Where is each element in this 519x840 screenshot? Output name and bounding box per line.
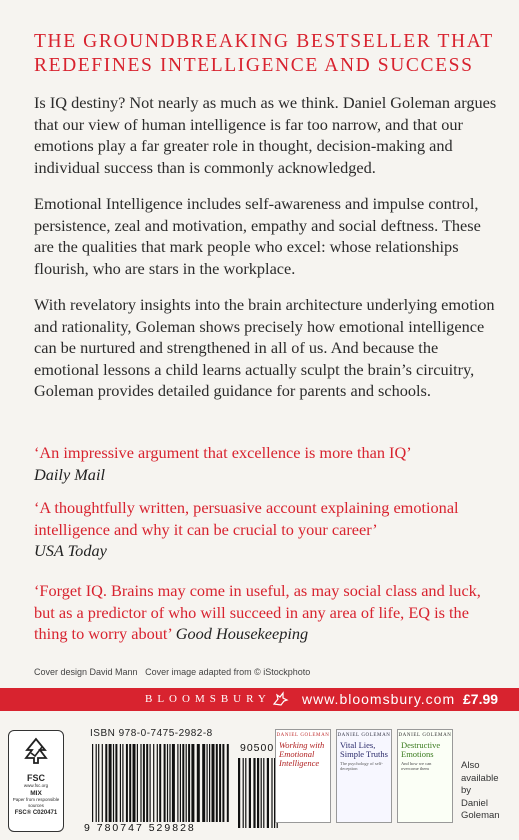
price-label: £7.99 — [463, 691, 499, 707]
barcode-bar — [133, 744, 136, 822]
fsc-label: FSC — [27, 773, 45, 783]
cover-credits — [34, 667, 310, 677]
barcode-bar — [207, 744, 208, 822]
barcode-addon-bar — [271, 758, 272, 828]
also-line: available — [461, 772, 499, 784]
also-line: by — [461, 785, 472, 796]
barcode-bar — [153, 744, 154, 822]
barcode-bar — [140, 744, 141, 822]
blurb-paragraph-1 — [34, 92, 500, 178]
barcode-bar — [212, 744, 215, 822]
book-author: DANIEL GOLEMAN — [337, 733, 391, 738]
isbn-label: ISBN 978-0-7475-2982-8 — [90, 728, 213, 739]
barcode-bar — [150, 744, 151, 822]
fsc-site: www.fsc.org — [23, 783, 49, 788]
barcode-bar — [182, 744, 184, 822]
fsc-mix: MIX — [30, 790, 42, 797]
barcode-bar — [146, 744, 148, 822]
quote-source: USA Today — [34, 541, 107, 560]
barcode — [90, 744, 282, 834]
book-title: Vital Lies, Simple Truths — [340, 740, 388, 759]
barcode-bar — [164, 744, 166, 822]
barcode-addon-bar — [245, 758, 246, 828]
barcode-bar — [98, 744, 99, 822]
barcode-addon-bar — [253, 758, 255, 828]
book-cover-1 — [275, 729, 331, 823]
barcode-addon: 90500 — [240, 742, 275, 754]
barcode-bar — [177, 744, 178, 822]
barcode-bar — [126, 744, 128, 822]
barcode-bar — [219, 744, 221, 822]
barcode-bar — [167, 744, 168, 822]
book-author: DANIEL GOLEMAN — [398, 733, 452, 738]
review-quote-3 — [34, 580, 504, 645]
credit-design: Cover design David Mann — [34, 667, 138, 677]
barcode-bar — [157, 744, 158, 822]
barcode-bar — [191, 744, 194, 822]
barcode-addon-bar — [238, 758, 240, 828]
barcode-bar — [115, 744, 117, 822]
quote-source: Daily Mail — [34, 464, 105, 484]
book-cover-3 — [397, 729, 453, 823]
barcode-bar — [129, 744, 131, 822]
book-title: Working with Emotional Intelligence — [279, 740, 325, 768]
barcode-addon-bar — [257, 758, 259, 828]
barcode-bar — [216, 744, 218, 822]
barcode-bar — [137, 744, 138, 822]
barcode-bar — [197, 744, 200, 822]
fsc-code: FSC® C020471 — [14, 810, 58, 816]
book-subtitle: The psychology of self-deception — [340, 761, 383, 771]
barcode-addon-bar — [267, 758, 269, 828]
blurb-paragraph-3 — [34, 294, 500, 402]
review-quote-2 — [34, 497, 504, 562]
dog-logo-icon — [272, 691, 290, 711]
barcode-bar — [143, 744, 145, 822]
also-available-note — [461, 760, 500, 823]
headline-line-2: REDEFINES INTELLIGENCE AND SUCCESS — [34, 55, 474, 76]
publisher-name: BLOOMSBURY — [145, 693, 271, 705]
also-line: Also — [461, 760, 480, 771]
headline — [34, 30, 504, 78]
barcode-bar — [222, 744, 224, 822]
tree-check-icon — [21, 736, 51, 766]
barcode-bar — [92, 744, 93, 822]
credit-image: Cover image adapted from © iStockphoto — [145, 667, 311, 677]
headline-line-1: THE GROUNDBREAKING BESTSELLER THAT — [34, 31, 494, 52]
quote-source: Good Housekeeping — [175, 624, 309, 643]
book-subtitle — [276, 768, 330, 770]
blurb-text: With revelatory insights into the brain architecture underlying emotion and rationality, Goleman shows precisely how emotional intelligence can be nurtured and strengthened in all of us. And because the emotional lessons a child learns actually sculpt the brain’s circuitry, Goleman provides detailed guidance for parents and schools. — [34, 295, 495, 400]
also-line: Goleman — [461, 810, 500, 821]
quote-text: ‘A thoughtfully written, persuasive account explaining emotional intelligence and why it can be crucial to your career’ — [34, 498, 459, 539]
book-author: DANIEL GOLEMAN — [276, 733, 330, 738]
barcode-addon-bar — [249, 758, 251, 828]
barcode-bar — [159, 744, 161, 822]
barcode-bar — [105, 744, 107, 822]
barcode-bar — [169, 744, 170, 822]
barcode-bar — [202, 744, 205, 822]
barcode-addon-bar — [261, 758, 262, 828]
publisher-url[interactable]: www.bloomsbury.com — [302, 691, 456, 707]
blurb-text: Is IQ destiny? Not nearly as much as we think. Daniel Goleman argues that our view of human intelligence is far too narrow, and that our emotions play a far greater role in thought, decision-making and individual success than is commonly acknowledged. — [34, 93, 497, 177]
barcode-bar — [113, 744, 114, 822]
also-line: Daniel — [461, 797, 488, 809]
barcode-bar — [186, 744, 187, 822]
barcode-addon-bar — [243, 758, 244, 828]
barcode-digits: 9 780747 529828 — [84, 822, 196, 834]
fsc-badge — [8, 730, 64, 832]
book-cover-2 — [336, 729, 392, 823]
barcode-bar — [227, 744, 229, 822]
barcode-bar — [180, 744, 181, 822]
barcode-bar — [188, 744, 190, 822]
barcode-bar — [96, 744, 97, 822]
barcode-bar — [102, 744, 103, 822]
book-subtitle: And how we can overcome them — [401, 761, 432, 771]
publisher-band — [0, 688, 519, 711]
barcode-addon-bar — [263, 758, 264, 828]
fsc-description: Paper from responsible sources — [12, 797, 60, 808]
blurb-text: Emotional Intelligence includes self-awareness and impulse control, persistence, zeal and motivation, empathy and social deftness. These are the qualities that mark people who excel: whose relationships flourish, who are stars in the workplace. — [34, 194, 481, 278]
barcode-bar — [209, 744, 210, 822]
book-title: Destructive Emotions — [401, 740, 441, 759]
review-quote-1 — [34, 442, 504, 485]
barcode-bar — [120, 744, 121, 822]
quote-text: ‘An impressive argument that excellence is more than IQ’ — [34, 443, 412, 462]
barcode-bar — [122, 744, 123, 822]
quote-text: ‘Forget IQ. Brains may come in useful, as may social class and luck, but as a predictor of who will succeed in any area of life, EQ is the thing to worry about’ — [34, 581, 481, 643]
barcode-bar — [109, 744, 112, 822]
blurb-paragraph-2 — [34, 193, 500, 279]
barcode-bar — [172, 744, 175, 822]
